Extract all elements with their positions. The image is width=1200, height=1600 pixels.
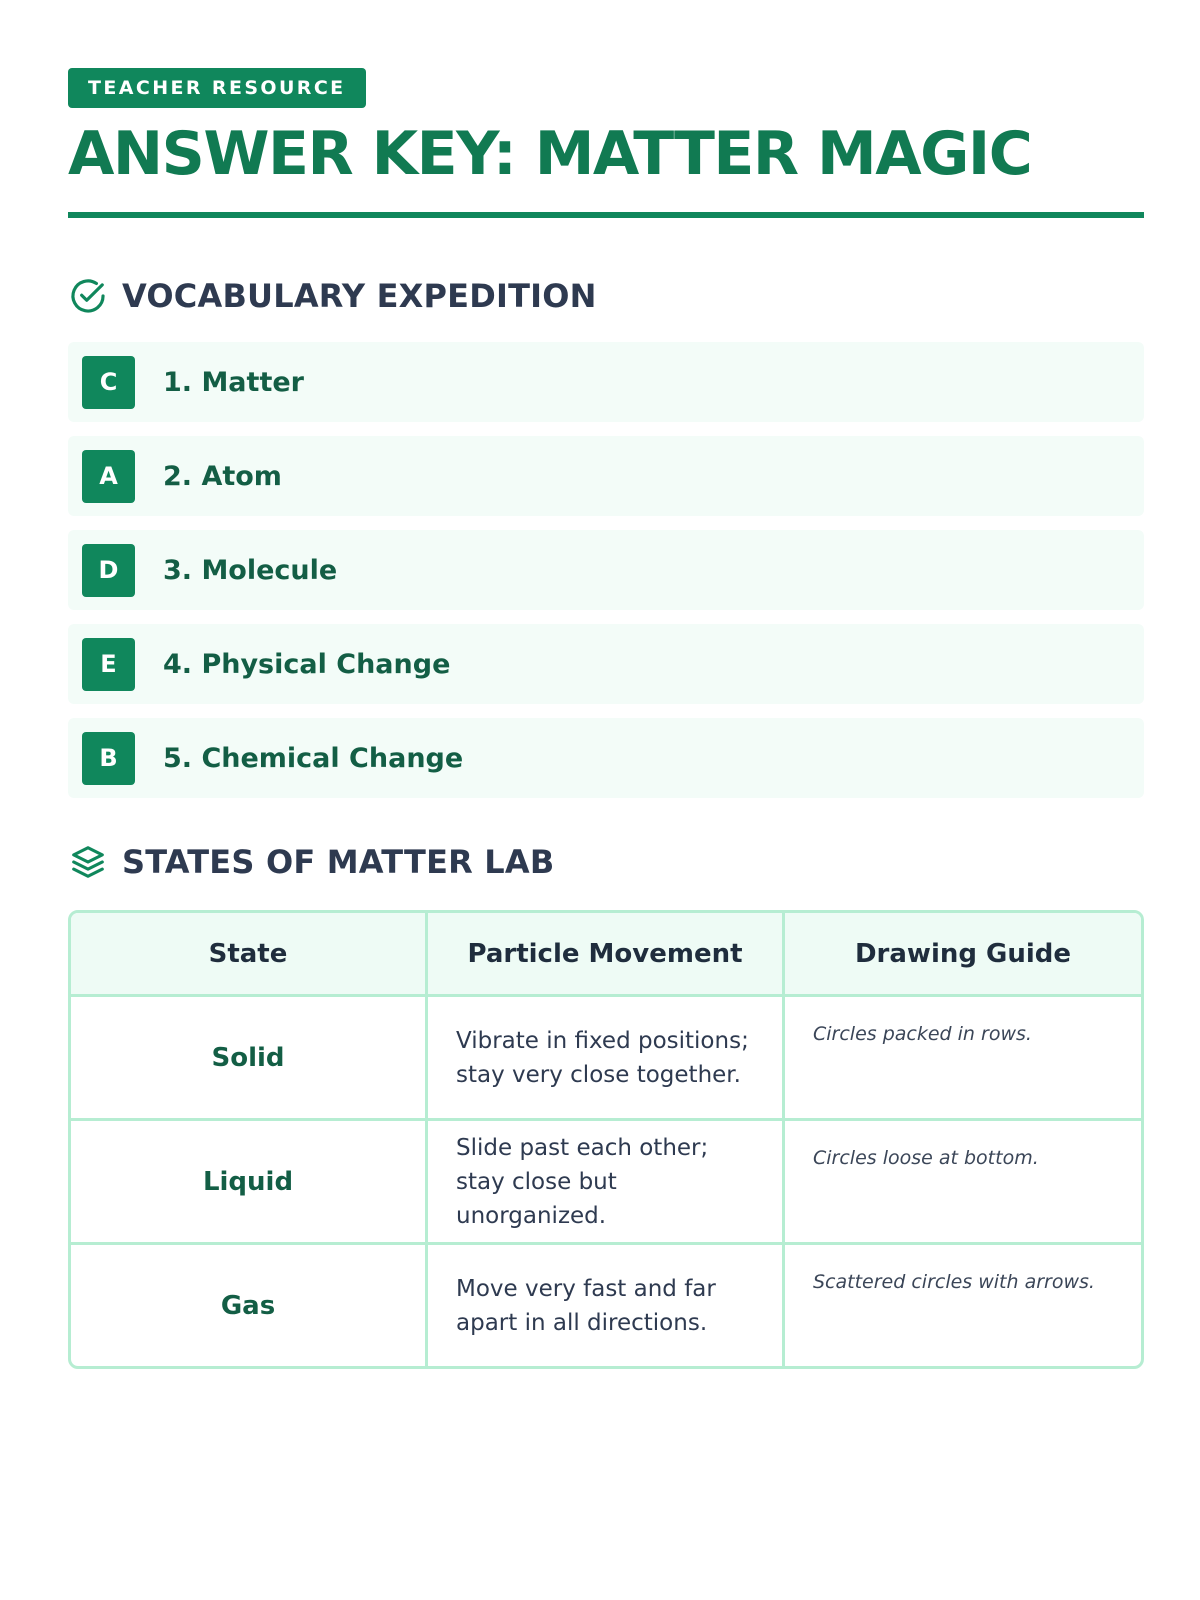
- answer-letter: D: [82, 544, 135, 597]
- layers-icon: [68, 842, 108, 882]
- list-item: [68, 530, 1144, 610]
- lab-heading: STATES OF MATTER LAB: [122, 843, 555, 881]
- page-title: ANSWER KEY: MATTER MAGIC: [68, 119, 1032, 189]
- check-circle-icon: [68, 276, 108, 316]
- column-header-drawing-guide: Drawing Guide: [854, 938, 1072, 969]
- answer-key-page: [68, 68, 1144, 1369]
- states-of-matter-table: [68, 910, 1144, 1369]
- column-header-movement: Particle Movement: [428, 913, 785, 994]
- list-item: [68, 624, 1144, 704]
- vocab-term: 1. Matter: [163, 366, 304, 398]
- state-cell: Liquid: [71, 1121, 428, 1242]
- teacher-resource-badge: TEACHER RESOURCE: [68, 68, 366, 108]
- answer-letter: B: [82, 732, 135, 785]
- lab-section-header: [68, 840, 1144, 884]
- answer-letter: A: [82, 450, 135, 503]
- vocab-term: 3. Molecule: [163, 554, 338, 586]
- list-item: [68, 436, 1144, 516]
- table-header-row: [71, 913, 1141, 994]
- answer-letter: E: [82, 638, 135, 691]
- drawing-guide-cell: Circles packed in rows.: [813, 1023, 1032, 1045]
- vocab-term: 4. Physical Change: [163, 648, 451, 680]
- vocabulary-section-header: [68, 274, 1144, 318]
- movement-cell: Vibrate in fixed positions; stay very close together.: [428, 997, 785, 1118]
- list-item: [68, 718, 1144, 798]
- vocab-term: 2. Atom: [163, 460, 282, 492]
- vocabulary-heading: VOCABULARY EXPEDITION: [122, 277, 597, 315]
- answer-letter: C: [82, 356, 135, 409]
- table-row: [71, 1118, 1141, 1242]
- column-header-state: State: [71, 913, 428, 994]
- movement-cell: Move very fast and far apart in all directions.: [428, 1245, 785, 1366]
- drawing-guide-cell: Scattered circles with arrows.: [813, 1271, 1095, 1293]
- vocab-term: 5. Chemical Change: [163, 742, 464, 774]
- table-row: [71, 994, 1141, 1118]
- list-item: [68, 342, 1144, 422]
- title-divider: [68, 212, 1144, 218]
- state-cell: Gas: [71, 1245, 428, 1366]
- table-row: [71, 1242, 1141, 1366]
- drawing-guide-cell: Circles loose at bottom.: [813, 1147, 1039, 1169]
- movement-cell: Slide past each other; stay close but unorganized.: [428, 1121, 785, 1242]
- vocabulary-list: [68, 342, 1144, 798]
- state-cell: Solid: [71, 997, 428, 1118]
